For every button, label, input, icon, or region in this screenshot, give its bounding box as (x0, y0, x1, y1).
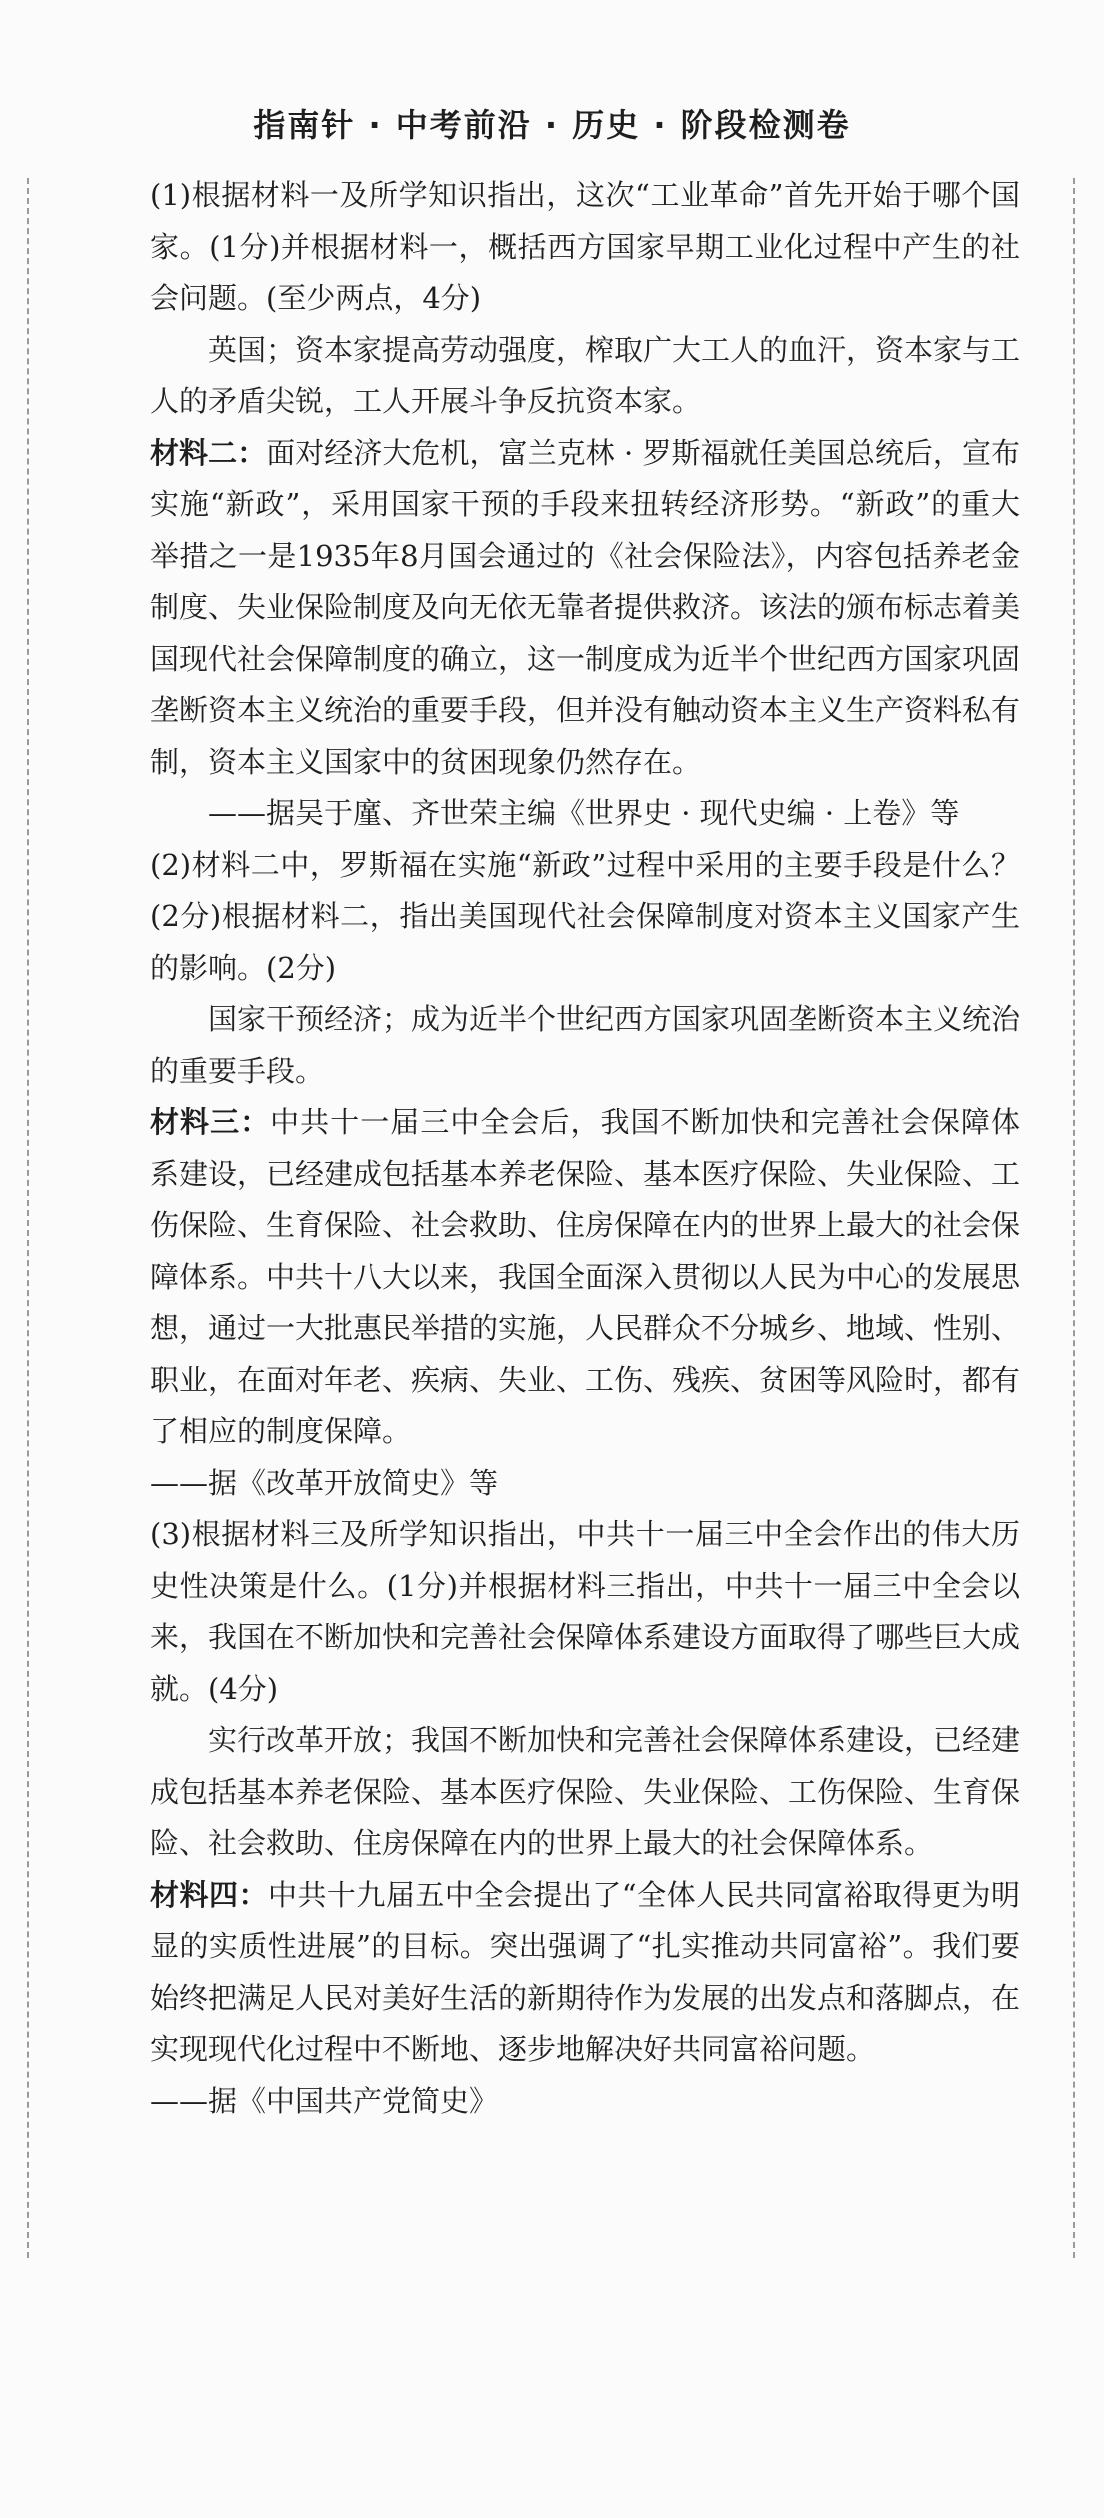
material-3-source: ——据《改革开放简史》等 (150, 1465, 499, 1500)
material-3-label: 材料三： (150, 1105, 271, 1139)
question-2: (2)材料二中，罗斯福在实施“新政”过程中采用的主要手段是什么？(2分)根据材料二，指出美国现代社会保障制度对资本主义国家产生的影响。(2分) (150, 847, 1020, 985)
question-3: (3)根据材料三及所学知识指出，中共十一届三中全会作出的伟大历史性决策是什么。(1分)并根据材料三指出，中共十一届三中全会以来，我国在不断加快和完善社会保障体系建设方面取得了哪些巨大成就。(4分) (150, 1517, 1021, 1706)
answer-3: 实行改革开放；我国不断加快和完善社会保障体系建设，已经建成包括基本养老保险、基本医疗保险、失业保险、工伤保险、生育保险、社会救助、住房保障在内的世界上最大的社会保障体系。 (150, 1723, 1021, 1860)
material-4-text: 中共十九届五中全会提出了“全体人民共同富裕取得更为明显的实质性进展”的目标。突出强调了“扎实推动共同富裕”。我们要始终把满足人民对美好生活的新期待作为发展的出发点和落脚点，在实现现代化过程中不断地、逐步地解决好共同富裕问题。 (150, 1877, 1021, 2066)
material-4 (150, 1870, 1020, 2076)
material-2 (150, 428, 1020, 789)
question-1: (1)根据材料一及所学知识指出，这次“工业革命”首先开始于哪个国家。(1分)并根据材料一，概括西方国家早期工业化过程中产生的社会问题。(至少两点，4分) (150, 178, 1020, 315)
material-2-text: 面对经济大危机，富兰克林 · 罗斯福就任美国总统后，宣布实施“新政”，采用国家干预的手段来扭转经济形势。“新政”的重大举措之一是1935年8月国会通过的《社会保险法》，内容包括养老金制度、失业保险制度及向无依无靠者提供救济。该法的颁布标志着美国现代社会保障制度的确立，这一制度成为近半个世纪西方国家巩固垄断资本主义统治的重要手段，但并没有触动资本主义生产资料私有制，资本主义国家中的贫困现象仍然存在。 (150, 435, 1021, 779)
material-4-source: ——据《中国共产党简史》 (150, 2083, 499, 2118)
material-3 (150, 1097, 1020, 1458)
page-content (150, 170, 1020, 2127)
material-4-label: 材料四： (150, 1877, 268, 1912)
material-3-text: 中共十一届三中全会后，我国不断加快和完善社会保障体系建设，已经建成包括基本养老保险、基本医疗保险、失业保险、工伤保险、生育保险、社会救助、住房保障在内的世界上最大的社会保障体系。中共十八大以来，我国全面深入贯彻以人民为中心的发展思想，通过一大批惠民举措的实施，人民群众不分城乡、地域、性别、职业，在面对年老、疾病、失业、工伤、残疾、贫困等风险时，都有了相应的制度保障。 (150, 1105, 1021, 1448)
left-margin-rule (27, 178, 29, 2258)
answer-2: 国家干预经济；成为近半个世纪西方国家巩固垄断资本主义统治的重要手段。 (150, 1002, 1021, 1088)
material-2-source: ——据吴于廑、齐世荣主编《世界史 · 现代史编 · 上卷》等 (208, 796, 960, 830)
right-margin-rule (1073, 178, 1075, 2258)
answer-1: 英国；资本家提高劳动强度，榨取广大工人的血汗，资本家与工人的矛盾尖锐，工人开展斗争反抗资本家。 (150, 332, 1021, 418)
page-header: 指南针 · 中考前沿 · 历史 · 阶段检测卷 (253, 106, 851, 144)
material-2-label: 材料二： (150, 435, 267, 470)
